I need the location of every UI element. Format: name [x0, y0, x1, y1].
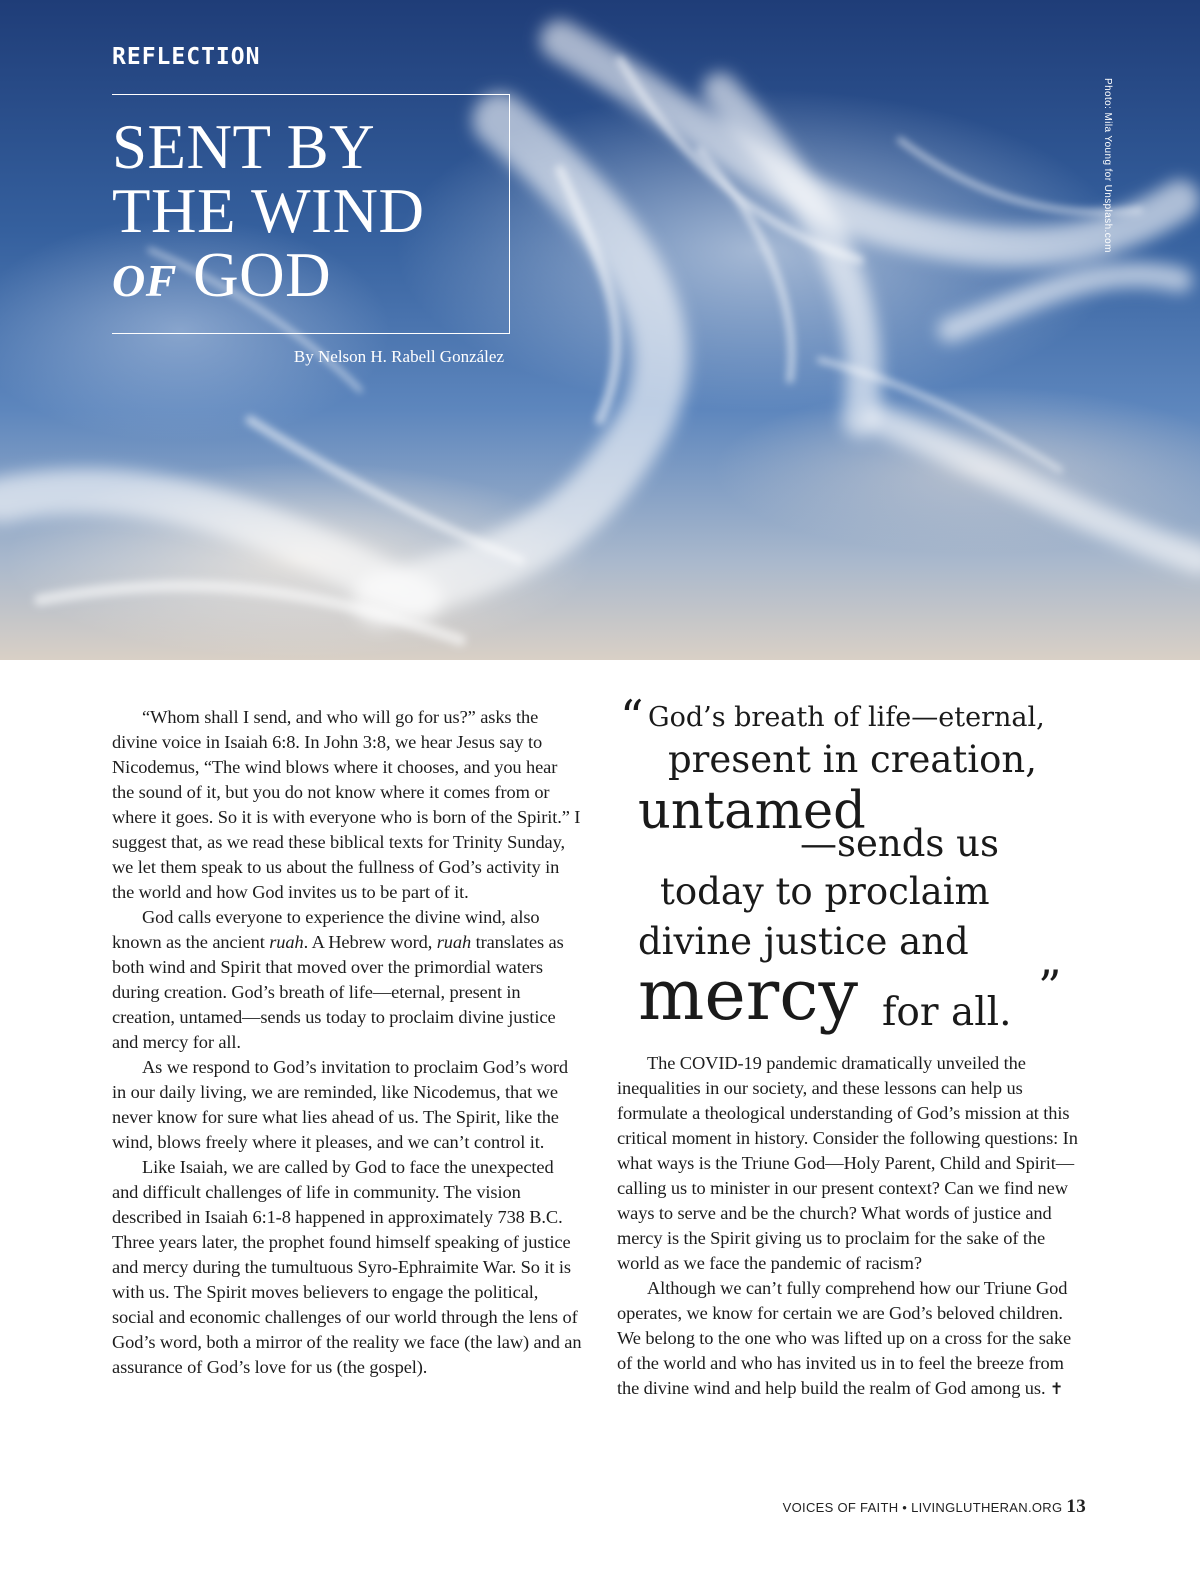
text-run: . A Hebrew word,: [303, 932, 437, 952]
paragraph-ruah: [112, 905, 582, 1055]
article-title: [112, 112, 425, 313]
section-kicker: REFLECTION: [112, 44, 261, 70]
pull-quote-open-mark: “: [620, 690, 644, 744]
photo-credit: Photo: Mila Young for Unsplash.com: [1102, 78, 1113, 253]
italic-term: ruah: [436, 932, 472, 952]
pull-quote: [620, 688, 1070, 1050]
pull-quote-line-5: today to proclaim: [660, 870, 990, 913]
pull-quote-line-7: mercy: [638, 954, 859, 1036]
title-line-3-rest: GOD: [176, 240, 332, 310]
footer-section-label: VOICES OF FAITH • LIVINGLUTHERAN.ORG: [782, 1500, 1063, 1515]
article-column-left: [112, 705, 582, 1380]
byline: By Nelson H. Rabell González: [293, 347, 504, 366]
article-column-right: [617, 1051, 1079, 1401]
title-line-3-em: OF: [112, 255, 177, 306]
hero-sky-photo: [0, 0, 1200, 660]
page-footer: [783, 1496, 1086, 1518]
pull-quote-line-2: present in creation,: [668, 738, 1037, 781]
title-line-1: SENT BY: [112, 112, 376, 182]
paragraph: Like Isaiah, we are called by God to face the unexpected and difficult challenges of life in community. The vision described in Isaiah 6:1-8 happened in approximately 738 B.C. Three years later, the prophet found himself speaking of justice and mercy during the tumultuous Syro-Ephraimite War. So it is with us. The Spirit moves believers to engage the political, social and economic challenges of our world through the lens of God’s word, both a mirror of the reality we face (the law) and an assurance of God’s love for us (the gospel).: [112, 1157, 582, 1377]
page-number: 13: [1066, 1496, 1086, 1517]
text-run: God calls everyone to experience the divine wind, also known as the ancient: [112, 907, 540, 952]
text-run: translates as both wind and Spirit that moved over the primordial waters during creation. God’s breath of life—eternal, present in creation, untamed—sends us today to proclaim divine justice and mercy for all.: [112, 932, 564, 1052]
pull-quote-line-8: for all.: [882, 990, 1012, 1035]
pull-quote-line-3: untamed: [638, 782, 866, 841]
title-line-2: THE WIND: [112, 176, 425, 246]
paragraph-last: [617, 1276, 1079, 1401]
pull-quote-line-4: —sends us: [800, 822, 999, 865]
paragraph: As we respond to God’s invitation to proclaim God’s word in our daily living, we are reminded, like Nicodemus, that we never know for sure what lies ahead of us. The Spirit, like the wind, blows freely where it pleases, and we can’t control it.: [112, 1057, 569, 1152]
pull-quote-line-6: divine justice and: [638, 920, 969, 963]
paragraph: “Whom shall I send, and who will go for us?” asks the divine voice in Isaiah 6:8. In John 3:8, we hear Jesus say to Nicodemus, “The wind blows where it chooses, and you hear the sound of it, but you do not know where it comes from or where it goes. So it is with everyone who is born of the Spirit.” I suggest that, as we read these biblical texts for Trinity Sunday, we let them speak to us about the fullness of God’s activity in the world and how God invites us to be part of it.: [112, 707, 581, 902]
italic-term: ruah: [269, 932, 304, 952]
pull-quote-close-mark: ”: [1038, 960, 1062, 1014]
text-run: Although we can’t fully comprehend how our Triune God operates, we know for certain we are God’s beloved children. We belong to the one who was lifted up on a cross for the sake of the world and who has invited us in to feel the breeze from the divine wind and help build the realm of God among us.: [617, 1278, 1072, 1398]
pull-quote-line-1: God’s breath of life—eternal,: [648, 702, 1045, 733]
cross-icon: ✝: [1049, 1379, 1064, 1398]
paragraph: The COVID-19 pandemic dramatically unveiled the inequalities in our society, and these lessons can help us formulate a theological understanding of God’s mission at this critical moment in history. Consider the following questions: In what ways is the Triune God—Holy Parent, Child and Spirit—calling us to minister in our present context? Can we find new ways to serve and be the church? What words of justice and mercy is the Spirit giving us to proclaim for the sake of the world as we face the pandemic of racism?: [617, 1053, 1078, 1273]
